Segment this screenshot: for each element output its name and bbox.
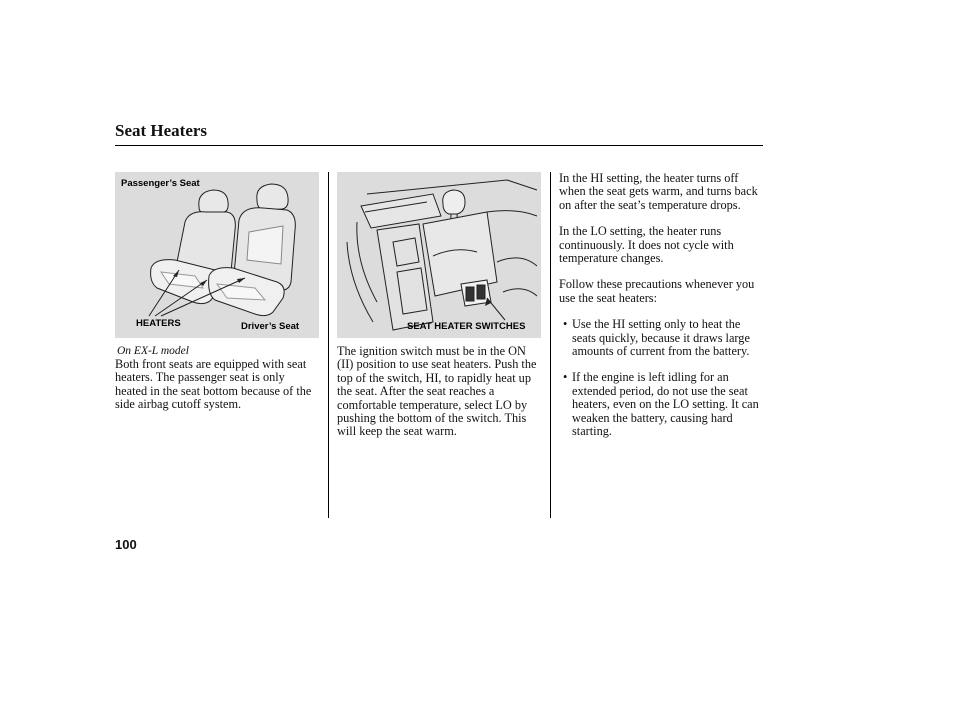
seat-figure <box>115 172 319 338</box>
label-drivers-seat: Driver’s Seat <box>241 321 300 332</box>
column-divider-2 <box>550 172 551 518</box>
shift-knob <box>443 190 465 214</box>
label-seat-heater-switches: SEAT HEATER SWITCHES <box>407 321 526 332</box>
col2-text <box>337 345 541 439</box>
precaution-item-1 <box>559 318 765 358</box>
col3-paragraph-1: In the HI setting, the heater turns off when the seat gets warm, and turns back on after the seat’s temperature drops. <box>559 171 758 212</box>
driver-seat-heater-area <box>247 226 283 264</box>
label-heaters: HEATERS <box>136 318 181 329</box>
title-rule <box>115 145 763 146</box>
col3-paragraph-3: Follow these precautions whenever you use the seat heaters: <box>559 277 755 305</box>
switch-figure <box>337 172 541 338</box>
page-number: 100 <box>115 537 137 552</box>
figure-caption: On EX-L model <box>117 345 189 357</box>
page-title: Seat Heaters <box>115 121 208 140</box>
seats-illustration <box>115 172 319 338</box>
console-illustration <box>337 172 541 338</box>
bullet-icon: • <box>563 317 568 332</box>
col1-text <box>115 358 315 412</box>
col3-paragraph-2: In the LO setting, the heater runs continuously. It does not cycle with temperature changes. <box>559 224 734 266</box>
column-divider-1 <box>328 172 329 518</box>
precaution-text-2: If the engine is left idling for an extended period, do not use the seat heaters, even on the LO setting. It can weaken the battery, causing hard starting. <box>572 370 759 439</box>
driver-seat-headrest <box>257 184 288 210</box>
bullet-icon: • <box>563 370 568 385</box>
col3-text <box>559 172 765 439</box>
passenger-seat-headrest <box>199 190 228 213</box>
col1-paragraph-1: Both front seats are equipped with seat heaters. The passenger seat is only heated in the seat bottom because of the side airbag cutoff system. <box>115 357 312 412</box>
precaution-item-2 <box>559 371 765 438</box>
label-passenger-seat: Passenger’s Seat <box>121 178 200 189</box>
col2-paragraph-1: The ignition switch must be in the ON (II) position to use seat heaters. Push the top of the switch, HI, to rapidly heat up the seat. After the seat reaches a comfortable temperature, select LO by pushing the bottom of the switch. This will keep the seat warm. <box>337 344 537 439</box>
precaution-text-1: Use the HI setting only to heat the seats quickly, because it draws large amounts of current from the battery. <box>572 317 750 359</box>
